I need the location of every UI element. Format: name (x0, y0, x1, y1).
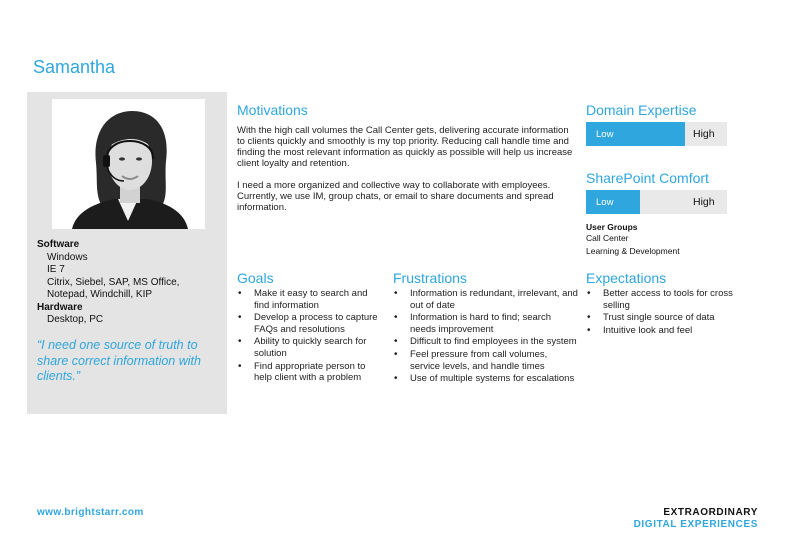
profile-panel (27, 92, 227, 414)
scale-high-label: High (693, 128, 715, 140)
list-item: • Find appropriate person to help client with a problem (237, 361, 385, 384)
goals-list (237, 288, 385, 385)
goals-heading: Goals (237, 270, 274, 286)
persona-quote: “I need one source of truth to share correct information with clients.” (37, 338, 201, 383)
persona-portrait-image (52, 99, 205, 229)
scale-high-label: High (693, 196, 715, 208)
hardware-heading: Hardware (37, 301, 83, 313)
persona-name: Samantha (33, 57, 116, 77)
scale-low-label: Low (596, 197, 614, 208)
hardware-item: Desktop, PC (47, 314, 104, 325)
software-heading: Software (37, 239, 80, 250)
tagline-line-2: DIGITAL EXPERIENCES (633, 519, 758, 530)
expectations-list (586, 288, 736, 337)
scale-low-label: Low (596, 129, 614, 140)
website-link[interactable]: www.brightstarr.com (37, 507, 144, 518)
motivations-paragraph: I need a more organized and collective way to collaborate with employees. Currently, we use IM, group chats, or email to share documents and spread information. (237, 180, 554, 213)
list-item: • Intuitive look and feel (586, 325, 736, 337)
persona-photo (52, 99, 205, 229)
motivations-paragraph: With the high call volumes the Call Center gets, delivering accurate information to clients quickly and smoothly is my top priority. Reducing call handle time and finding the most relevant information as quickly as possible will help us increase client loyalty and retention. (237, 125, 573, 169)
list-item: • Make it easy to search and find information (237, 288, 385, 311)
list-item: • Feel pressure from call volumes, service levels, and handle times (393, 349, 579, 372)
domain-expertise-scale (586, 122, 727, 146)
list-item: • Use of multiple systems for escalations (393, 373, 579, 385)
sharepoint-comfort-scale (586, 190, 727, 214)
domain-expertise-heading: Domain Expertise (586, 102, 697, 118)
tagline-line-1: EXTRAORDINARY (663, 507, 758, 518)
expectations-heading: Expectations (586, 270, 667, 286)
user-group-item: Learning & Development (586, 246, 680, 256)
list-item: • Trust single source of data (586, 312, 736, 324)
user-groups-heading: User Groups (586, 222, 638, 232)
software-item: IE 7 (47, 264, 65, 275)
motivations-heading: Motivations (237, 102, 308, 118)
software-item: Notepad, Windchill, KIP (47, 289, 153, 300)
software-item: Windows (47, 251, 88, 263)
software-item: Citrix, Siebel, SAP, MS Office, (47, 276, 180, 288)
list-item: • Information is redundant, irrelevant, and out of date (393, 288, 579, 311)
frustrations-list (393, 288, 579, 386)
list-item: • Better access to tools for cross selling (586, 288, 736, 311)
list-item: • Develop a process to capture FAQs and resolutions (237, 312, 385, 335)
tech-profile (37, 239, 179, 327)
list-item: • Information is hard to find; search needs improvement (393, 312, 579, 335)
list-item: • Difficult to find employees in the system (393, 336, 579, 348)
user-group-item: Call Center (586, 233, 629, 243)
sharepoint-comfort-heading: SharePoint Comfort (586, 170, 709, 186)
frustrations-heading: Frustrations (393, 270, 467, 286)
list-item: • Ability to quickly search for solution (237, 336, 385, 359)
